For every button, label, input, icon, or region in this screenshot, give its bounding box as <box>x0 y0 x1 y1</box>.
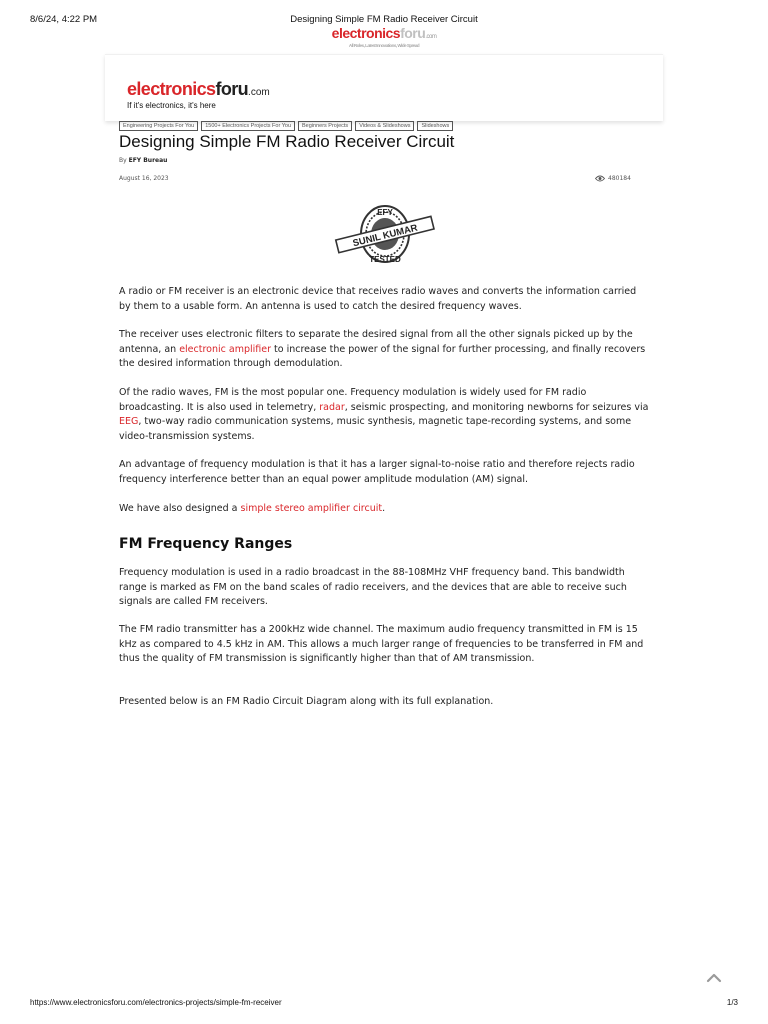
article-byline <box>119 157 167 164</box>
category-tag[interactable]: Slideshows <box>417 121 453 131</box>
text-run: We have also designed a <box>119 503 241 514</box>
text-run: , seismic prospecting, and monitoring newborns for seizures via <box>344 401 649 413</box>
print-url: https://www.electronicsforu.com/electronics-projects/simple-fm-receiver <box>30 998 282 1007</box>
paragraph <box>119 285 649 314</box>
category-tags <box>119 121 453 131</box>
eye-icon <box>595 175 605 182</box>
paragraph-text <box>119 328 649 372</box>
text-run: Of the radio waves, FM is the most popular one. Frequency modulation is widely used for FM radio broadcasting. It is also used in telemetry, <box>119 387 587 413</box>
view-count-value: 480184 <box>608 175 631 182</box>
paragraph <box>119 695 649 710</box>
site-header <box>105 54 663 121</box>
section-heading: FM Frequency Ranges <box>119 536 293 552</box>
eeg-link[interactable]: EEG <box>119 416 139 428</box>
paragraph-text <box>119 502 649 517</box>
category-tag[interactable]: Videos & Slideshows <box>355 121 414 131</box>
paragraph <box>119 458 649 487</box>
category-tag[interactable]: 1500+ Electronics Projects For You <box>201 121 295 131</box>
top-logo-brand-a: electronics <box>331 25 401 41</box>
text-run: . <box>382 503 386 514</box>
top-logo-brand-c: .com <box>425 34 437 40</box>
category-tag[interactable]: Engineering Projects For You <box>119 121 198 131</box>
logo-brand-c: .com <box>248 87 270 98</box>
text-run: The receiver uses electronic filters to separate the desired signal from all the other signals picked up by the antenna, an <box>119 329 633 355</box>
article-title: Designing Simple FM Radio Receiver Circuit <box>119 132 455 151</box>
paragraph <box>119 623 649 667</box>
paragraph-text: A radio or FM receiver is an electronic device that receives radio waves and converts the information carried by them to a usable form. An antenna is used to catch the desired frequency waves. <box>119 286 637 312</box>
print-footer <box>30 998 738 1012</box>
category-tag[interactable]: Beginners Projects <box>298 121 352 131</box>
text-run: , two-way radio communication systems, music synthesis, magnetic tape-recording systems, and some video-transmission systems. <box>119 416 632 442</box>
paragraph <box>119 502 649 517</box>
print-page-number: 1/3 <box>726 998 738 1007</box>
stamp-bottom-text: TESTED <box>369 255 401 264</box>
print-datetime: 8/6/24, 4:22 PM <box>30 14 98 25</box>
top-logo-tagline: All Roles, Latest Innovations, Wide Spread <box>348 43 420 48</box>
top-logo-bar <box>105 22 663 48</box>
author-link[interactable]: EFY Bureau <box>128 157 168 164</box>
text-run: to increase the power of the signal for further processing, and finally recovers the desired information through demodulation. <box>119 343 646 370</box>
logo-brand-b: foru <box>215 79 249 99</box>
byline-prefix: By <box>119 157 127 164</box>
stereo-amplifier-link[interactable]: simple stereo amplifier circuit <box>240 503 383 514</box>
site-logo[interactable] <box>127 79 270 110</box>
paragraph <box>119 386 649 444</box>
paragraph-text: Frequency modulation is used in a radio broadcast in the 88-108MHz VHF frequency band. This bandwidth range is marked as FM on the band scales of radio receivers, and the devices that are able to receive such signals are called FM receivers. <box>119 567 627 608</box>
paragraph-text: An advantage of frequency modulation is that it has a larger signal-to-noise ratio and therefore rejects radio frequency interference better than an equal power amplitude modulation (AM) signal. <box>119 459 635 485</box>
top-site-logo[interactable] <box>332 25 437 48</box>
paragraph <box>119 566 649 610</box>
stamp-top-text: EFY <box>377 208 393 217</box>
paragraph-text: The FM radio transmitter has a 200kHz wide channel. The maximum audio frequency transmitted in FM is 15 kHz as compared to 4.5 kHz in AM. This allows a much larger range of frequencies to be transferred in FM and thus the quality of FM transmission is significantly higher than that of AM transmission. <box>119 624 644 665</box>
top-logo-brand-b: foru <box>400 25 426 41</box>
site-logo-tagline: If it's electronics, it's here <box>127 101 216 110</box>
view-count <box>595 175 631 182</box>
site-logo-wordmark <box>127 79 270 100</box>
article-date: August 16, 2023 <box>119 175 169 182</box>
paragraph <box>119 328 649 372</box>
efy-tested-stamp <box>330 199 440 269</box>
logo-brand-a: electronics <box>127 79 216 99</box>
radar-link[interactable]: radar <box>319 401 345 413</box>
paragraph-text: Presented below is an FM Radio Circuit Diagram along with its full explanation. <box>119 696 494 707</box>
paragraph-text <box>119 386 649 444</box>
electronic-amplifier-link[interactable]: electronic amplifier <box>179 343 271 355</box>
stamp-name: SUNIL KUMAR <box>351 222 419 250</box>
print-doc-title: Designing Simple FM Radio Receiver Circuit <box>290 14 478 25</box>
chevron-up-icon[interactable] <box>706 972 722 984</box>
